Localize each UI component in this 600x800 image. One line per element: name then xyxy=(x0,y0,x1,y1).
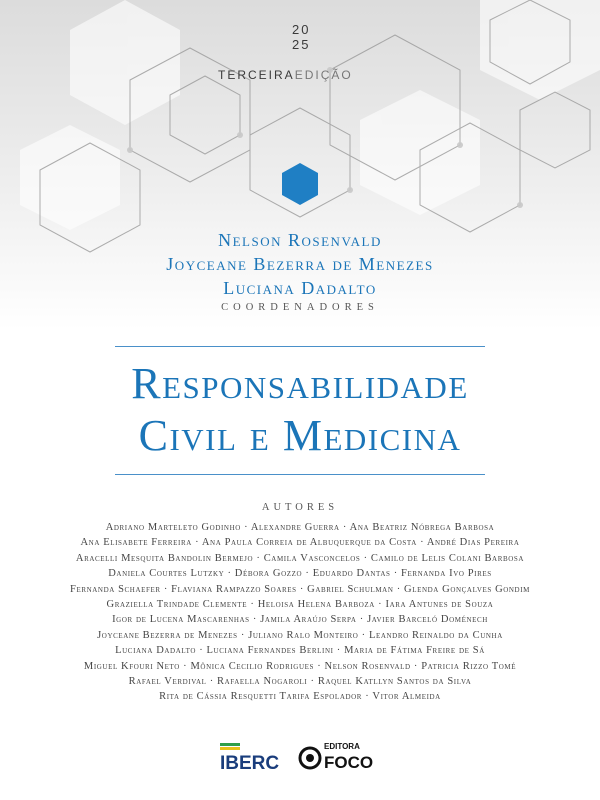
authors-line: Igor de Lucena Mascarenhas · Jamila Araújo Serpa · Javier Barceló Doménech xyxy=(112,614,488,626)
authors-line: Daniela Courtes Lutzky · Débora Gozzo · Eduardo Dantas · Fernanda Ivo Pires xyxy=(108,568,492,580)
authors-line: Rita de Cássia Resquetti Tarifa Espolador · Vitor Almeida xyxy=(159,691,441,703)
authors-line: Miguel Kfouri Neto · Mônica Cecilio Rodrigues · Nelson Rosenvald · Patricia Rizzo Tomé xyxy=(83,660,517,672)
coordinator-name: Nelson Rosenvald xyxy=(218,230,382,250)
editora-foco-logo xyxy=(298,739,378,773)
authors-line: Luciana Dadalto · Luciana Fernandes Berlini · Maria de Fátima Freire de Sá xyxy=(115,645,485,657)
authors-line: Graziella Trindade Clemente · Heloisa Helena Barboza · Iara Antunes de Souza xyxy=(106,599,494,611)
svg-text:FOCO: FOCO xyxy=(324,753,374,772)
authors-line: Fernanda Schaefer · Flaviana Rampazzo Soares · Gabriel Schulman · Glenda Gonçalves Gondim xyxy=(70,583,530,595)
title-line-2: Civil e Medicina xyxy=(138,411,462,460)
svg-text:IBERC: IBERC xyxy=(220,753,280,773)
authors-line: Rafael Verdival · Rafaella Nogaroli · Raquel Katllyn Santos da Silva xyxy=(128,676,472,688)
publisher-logos xyxy=(0,735,600,775)
coordinators-label: COORDENADORES xyxy=(221,302,379,313)
authors-line: Ana Elisabete Ferreira · Ana Paula Correia de Albuquerque da Costa · André Dias Pereira xyxy=(80,537,520,549)
coordinators-block xyxy=(0,228,600,313)
authors-line: Adriano Marteleto Godinho · Alexandre Guerra · Ana Beatriz Nóbrega Barbosa xyxy=(105,522,495,533)
iberc-logo xyxy=(218,739,298,773)
title-rule-bottom xyxy=(115,474,485,475)
authors-label: AUTORES xyxy=(261,502,339,513)
svg-text:EDITORA: EDITORA xyxy=(324,742,360,751)
coordinator-name: Luciana Dadalto xyxy=(223,278,377,298)
authors-list xyxy=(0,520,600,705)
edition-year: 20 25 xyxy=(292,22,311,52)
title-line-1: Responsabilidade xyxy=(131,359,469,408)
edition-label: TERCEIRAEDIÇÃO xyxy=(218,68,353,82)
authors-line: Aracelli Mesquita Bandolin Bermejo · Camila Vasconcelos · Camilo de Lelis Colani Barbosa xyxy=(75,552,525,564)
coordinator-name: Joyceane Bezerra de Menezes xyxy=(166,254,434,274)
book-title xyxy=(0,358,600,462)
title-rule-top xyxy=(115,346,485,347)
authors-line: Joyceane Bezerra de Menezes · Juliano Ralo Monteiro · Leandro Reinaldo da Cunha xyxy=(97,629,503,641)
